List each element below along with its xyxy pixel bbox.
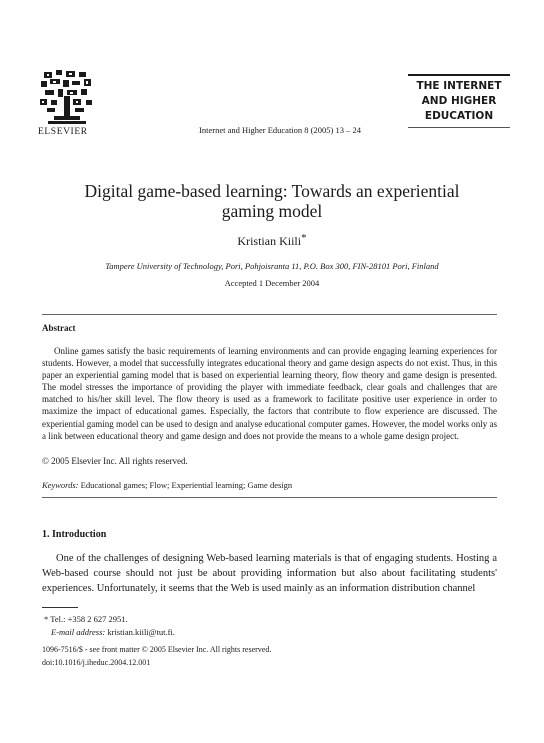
keywords-label: Keywords:: [42, 480, 79, 490]
author-footnote-mark[interactable]: *: [301, 232, 307, 244]
masthead-bottom-rule: [408, 127, 510, 128]
masthead-line-2: AND HIGHER: [421, 95, 497, 107]
publisher-wordmark: ELSEVIER: [38, 127, 88, 137]
email-address[interactable]: kristian.kiili@tut.fi.: [107, 627, 175, 637]
masthead-line-3: EDUCATION: [424, 110, 494, 122]
footnote-rule: [42, 607, 78, 608]
accepted-date: Accepted 1 December 2004: [224, 278, 320, 288]
article-title-line-2: gaming model: [221, 201, 323, 221]
abstract-text: Online games satisfy the basic requirements of learning environments and can provide engaging learning experiences for students. However, a model that successfully integrates educational theory and game design aspects do not exist. Thus, in this paper an experiential gaming model that is based on experiential learning theory, flow theory and game design is presented. The model stresses the importance of providing the player with immediate feedback, clear goals and challenges that are matched to his/her skill level. The flow theory is used as a framework to facilitate positive user experience in order to maximize the impact of educational games. Especially, the factors that contribute to flow experience are discussed. The experiential gaming model can be used to design and analyse educational computer games. However, the model works only as a link between educational theory and game design and does not provide the means to a whole game design project.: [42, 346, 498, 441]
article-title-line-1: Digital game-based learning: Towards an experiential: [84, 181, 460, 201]
footnote-email: [42, 627, 175, 637]
abstract-heading: Abstract: [42, 323, 76, 333]
masthead-line-1: THE INTERNET: [416, 80, 502, 92]
author-line: [60, 234, 484, 249]
issn-line: 1096-7516/$ - see front matter © 2005 Elsevier Inc. All rights reserved.: [42, 645, 272, 654]
introduction-text: One of the challenges of designing Web-based learning materials is that of engaging students. Hosting a Web-based course should not just be about providing information but also about facilitating students' experiences. Unfortunately, it seems that the Web is used mainly as an information distribution channel: [42, 553, 497, 595]
keywords-list: Educational games; Flow; Experiential learning; Game design: [80, 480, 293, 490]
author-name: Kristian Kiili: [237, 234, 302, 248]
section-heading-introduction: 1. Introduction: [42, 529, 107, 540]
email-label: E-mail address:: [51, 627, 106, 637]
abstract-copyright: © 2005 Elsevier Inc. All rights reserved.: [42, 456, 188, 466]
journal-reference: Internet and Higher Education 8 (2005) 13 – 24: [199, 125, 361, 135]
elsevier-tree-icon: [38, 68, 96, 126]
article-title: [60, 181, 484, 221]
publisher-logo: [38, 68, 100, 137]
doi-line[interactable]: doi:10.1016/j.iheduc.2004.12.001: [42, 658, 151, 667]
keywords-line: [42, 480, 292, 490]
journal-masthead: [408, 74, 510, 128]
divider-bottom: [42, 497, 497, 498]
footnote-telephone: * Tel.: +358 2 627 2951.: [44, 614, 128, 624]
author-affiliation: Tampere University of Technology, Pori, Pohjoisranta 11, P.O. Box 300, FIN-28101 Pori, Finland: [105, 261, 439, 271]
divider-top: [42, 314, 497, 315]
